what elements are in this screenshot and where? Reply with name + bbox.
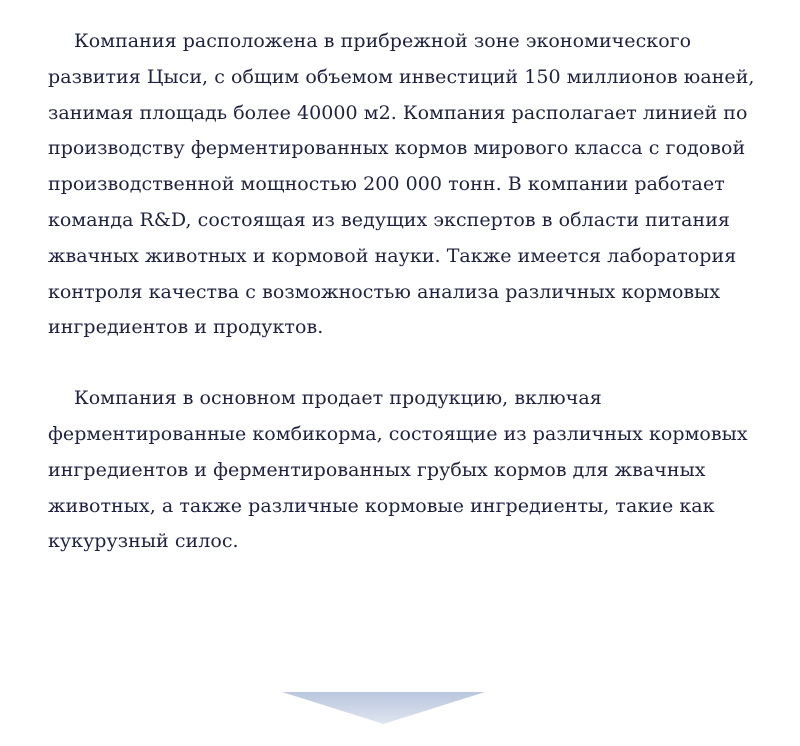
article-body <box>48 24 758 560</box>
chevron-down-icon <box>282 692 485 724</box>
company-description-paragraph: Компания расположена в прибрежной зоне экономического развития Цыси, с общим объемом инвестиций 150 миллионов юаней, занимая площадь более 40000 м2. Компания располагает линией по производству ферментированных кормов мирового класса с годовой производственной мощностью 200 000 тонн. В компании работает команда R&D, состоящая из ведущих экспертов в области питания жвачных животных и кормовой науки. Также имеется лаборатория контроля качества с возможностью анализа различных кормовых ингредиентов и продуктов. <box>48 30 755 339</box>
products-description-paragraph: Компания в основном продает продукцию, включая ферментированные комбикорма, состоящие из различных кормовых ингредиентов и ферментированных грубых кормов для жвачных животных, а также различные кормовые ингредиенты, такие как кукурузный силос. <box>48 387 748 553</box>
arrow-shape <box>282 692 485 724</box>
